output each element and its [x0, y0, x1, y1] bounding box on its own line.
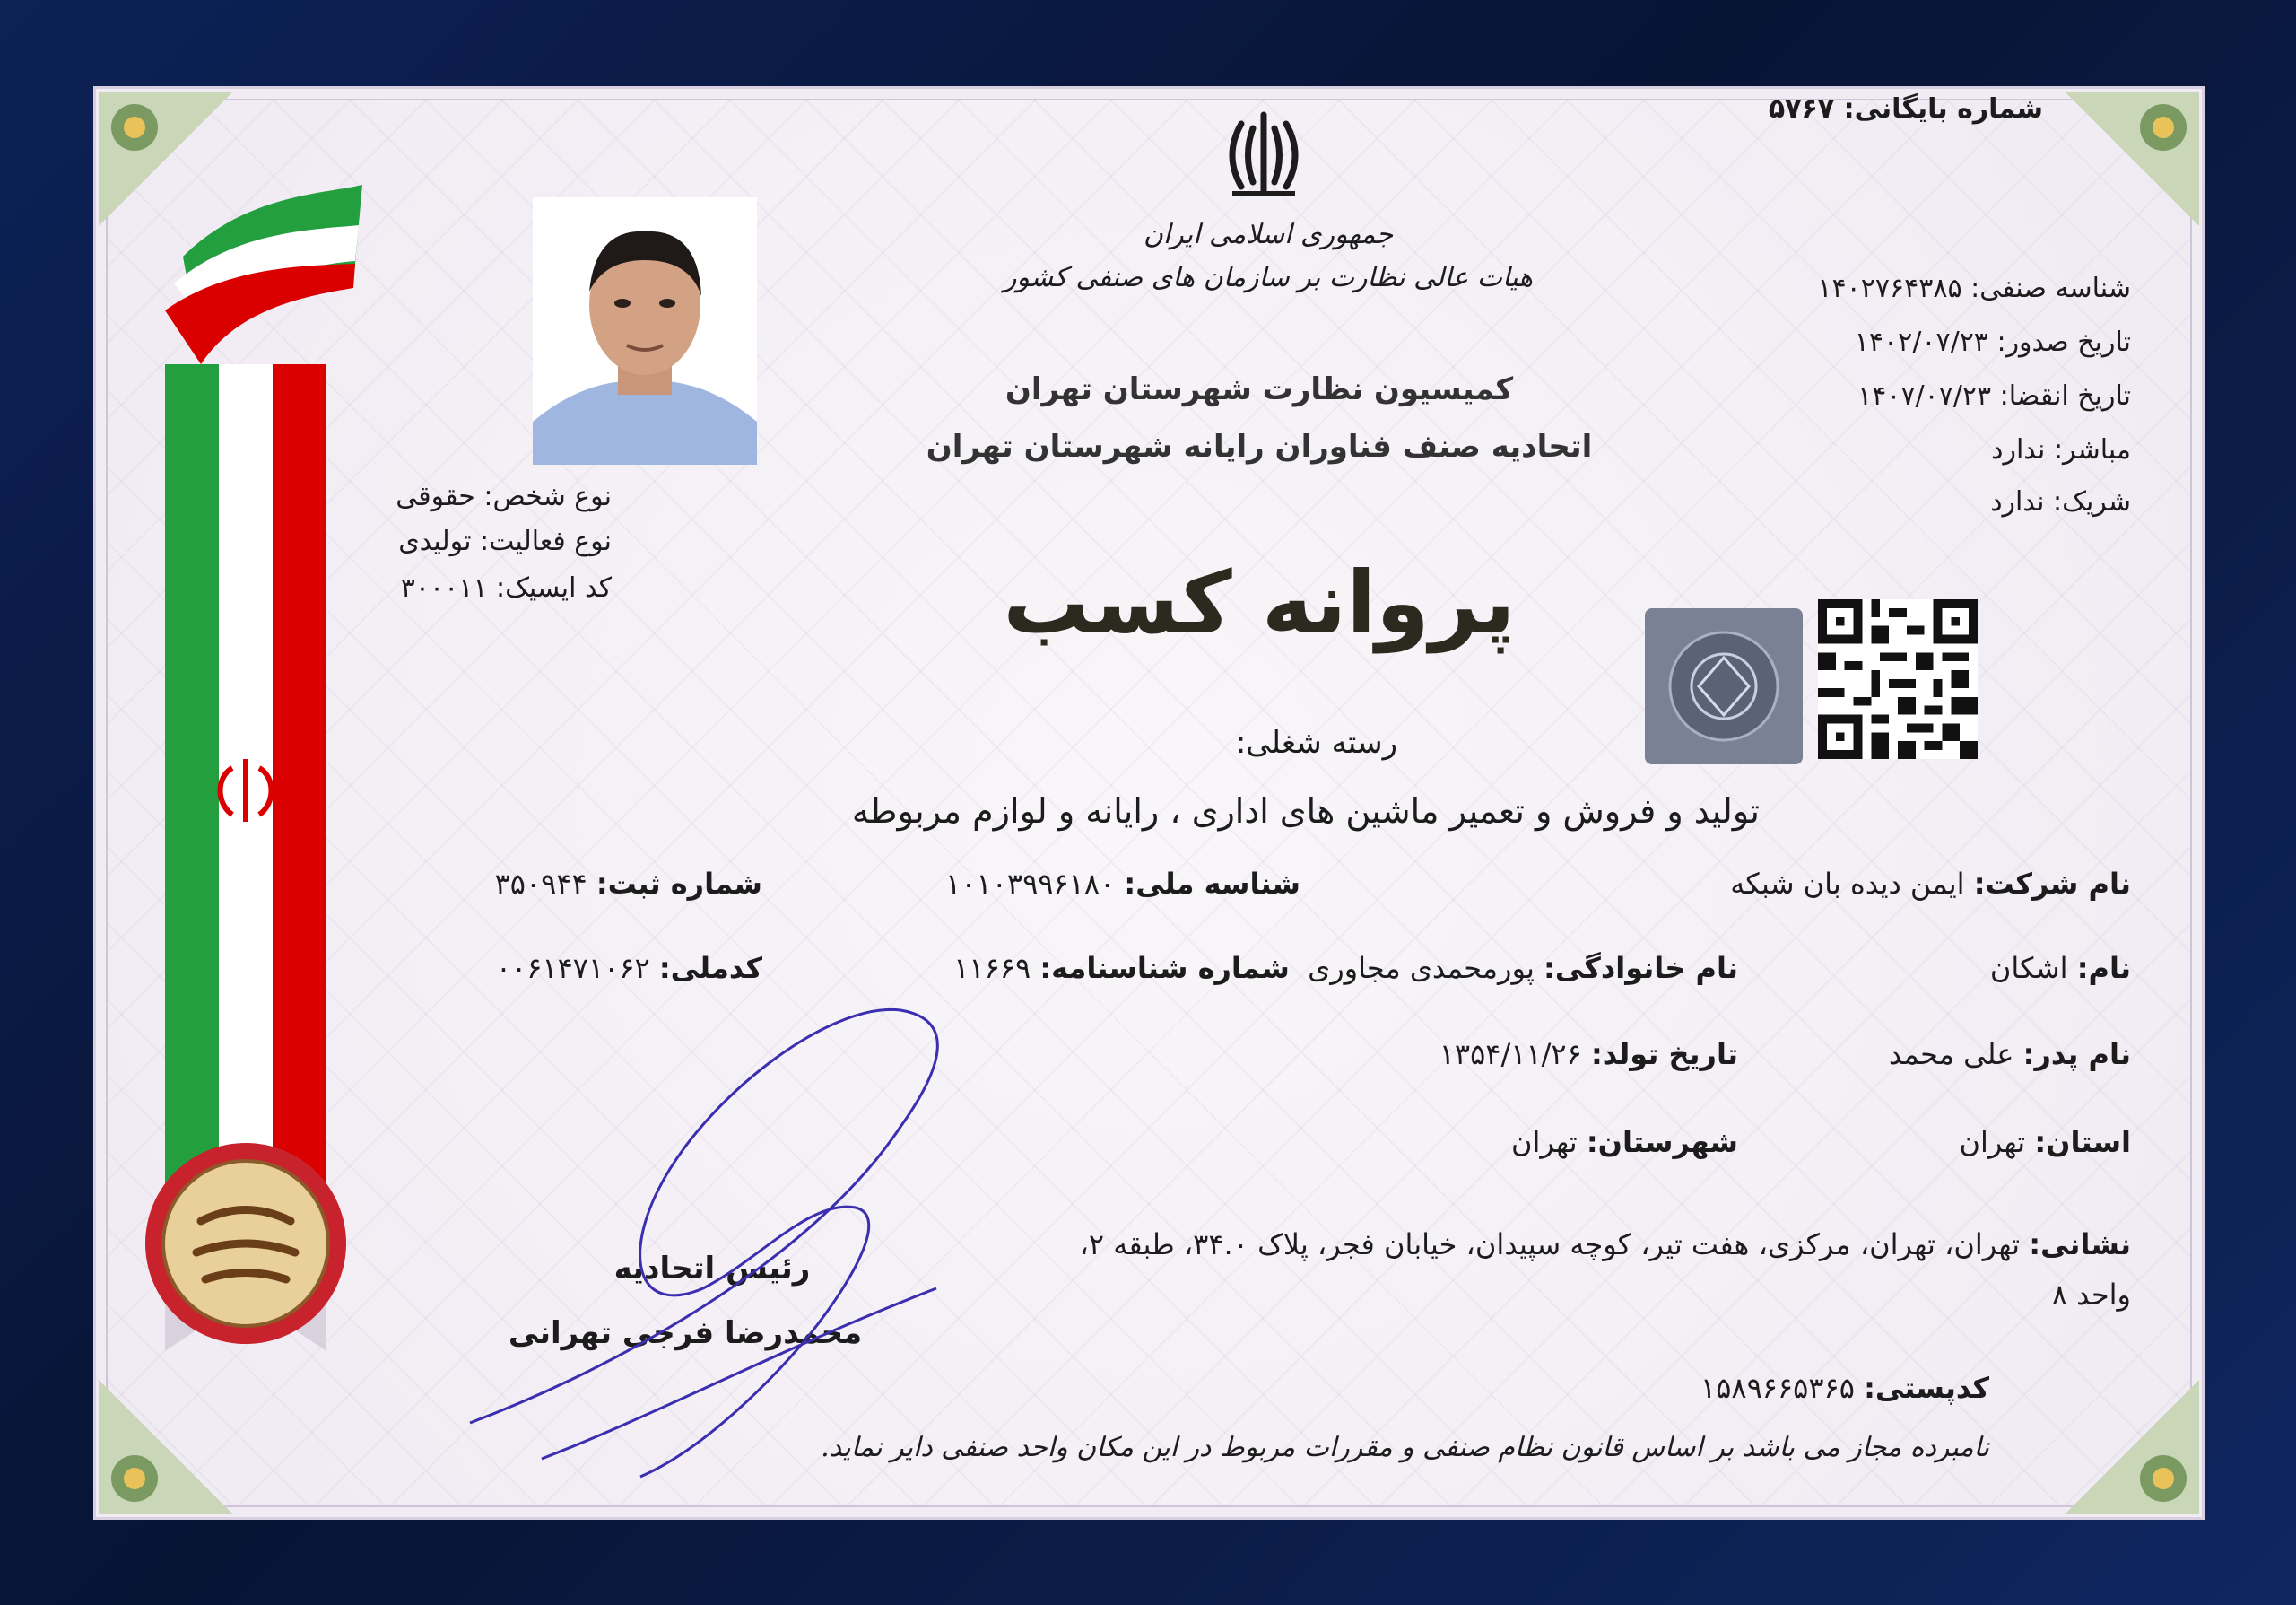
national-id-label: شناسه ملی: [1124, 867, 1300, 901]
person-type: نوع شخص: حقوقی [396, 481, 612, 512]
national-code-label: کدملی: [658, 951, 762, 985]
corner-ornament-icon [2065, 1380, 2199, 1514]
address-line-2: واحد ۸ [2051, 1278, 2131, 1312]
birth-date-value: ۱۳۵۴/۱۱/۲۶ [1439, 1037, 1582, 1071]
board-title: هیات عالی نظارت بر سازمان های صنفی کشور [1003, 262, 1534, 293]
qr-code-icon [1817, 599, 1979, 759]
address-label: نشانی: [2029, 1227, 2131, 1261]
county-value: تهران [1510, 1125, 1578, 1159]
company-label: نام شرکت: [1973, 867, 2131, 901]
birth-certificate-value: ۱۱۶۶۹ [953, 951, 1031, 985]
family-name-label: نام خانوادگی: [1544, 951, 1738, 985]
national-code-value: ۰۰۶۱۴۷۱۰۶۲ [495, 951, 650, 985]
applicant-photo [533, 197, 757, 465]
manager: مباشر: ندارد [1991, 434, 2131, 466]
isic-code: کد ایسیک: ۳۰۰۰۱۱ [400, 572, 612, 604]
license-title: پروانه کسب [1003, 553, 1516, 653]
birth-date-label: تاریخ تولد: [1590, 1037, 1738, 1071]
father-name-value: علی محمد [1888, 1037, 2014, 1071]
signatory-name: محمدرضا فرجی تهرانی [508, 1315, 863, 1351]
postal-code-value: ۱۵۸۹۶۶۵۳۶۵ [1700, 1371, 1855, 1405]
occupation-value: تولید و فروش و تعمیر ماشین های اداری ، رایانه و لوازم مربوطه [851, 791, 1760, 831]
signatory-role: رئیس اتحادیه [613, 1251, 811, 1287]
ministry-seal-icon [138, 1136, 353, 1351]
partner: شریک: ندارد [1990, 486, 2131, 518]
guild-id: شناسه صنفی: ۱۴۰۲۷۶۴۳۸۵ [1817, 273, 2131, 304]
province-value: تهران [1959, 1125, 2026, 1159]
corner-ornament-icon [2065, 92, 2199, 226]
father-name-label: نام پدر: [2022, 1037, 2131, 1071]
occupation-label: رسته شغلی: [1235, 725, 1397, 761]
activity-type: نوع فعالیت: تولیدی [398, 526, 612, 557]
hologram-sticker-icon [1645, 608, 1803, 764]
license-document [93, 86, 2205, 1520]
county-label: شهرستان: [1586, 1125, 1738, 1159]
registration-number-label: شماره ثبت: [596, 867, 762, 901]
address-line-1: تهران، تهران، مرکزی، هفت تیر، کوچه سپیدان، خیابان فجر، پلاک ۳۴.۰، طبقه ۲، [1079, 1227, 2021, 1261]
birth-certificate-label: شماره شناسنامه: [1039, 951, 1290, 985]
archive-number: شماره بایگانی: ۵۷۶۷ [1768, 93, 2043, 125]
republic-title: جمهوری اسلامی ایران [1143, 219, 1394, 250]
registration-number-value: ۳۵۰۹۴۴ [494, 867, 587, 901]
first-name-label: نام: [2076, 951, 2131, 985]
handwritten-signature [434, 992, 1044, 1495]
postal-code-label: کدپستی: [1864, 1371, 1989, 1405]
family-name-value: پورمحمدی مجاوری [1308, 951, 1535, 985]
issue-date: تاریخ صدور: ۱۴۰۲/۰۷/۲۳ [1854, 327, 2131, 358]
expiry-date: تاریخ انقضا: ۱۴۰۷/۰۷/۲۳ [1857, 380, 2131, 412]
footer-note: نامبرده مجاز می باشد بر اساس قانون نظام صنفی و مقررات مربوط در این مکان واحد صنفی دایر نماید. [821, 1432, 1989, 1463]
union-title: اتحادیه صنف فناوران رایانه شهرستان تهران [926, 429, 1593, 465]
company-value: ایمن دیده بان شبکه [1730, 867, 1965, 901]
national-id-value: ۱۰۱۰۳۹۹۶۱۸۰ [945, 867, 1116, 901]
commission-title: کمیسیون نظارت شهرستان تهران [1004, 371, 1514, 407]
first-name-value: اشکان [1989, 951, 2068, 985]
iran-emblem-icon [1214, 106, 1313, 205]
province-label: استان: [2034, 1125, 2131, 1159]
